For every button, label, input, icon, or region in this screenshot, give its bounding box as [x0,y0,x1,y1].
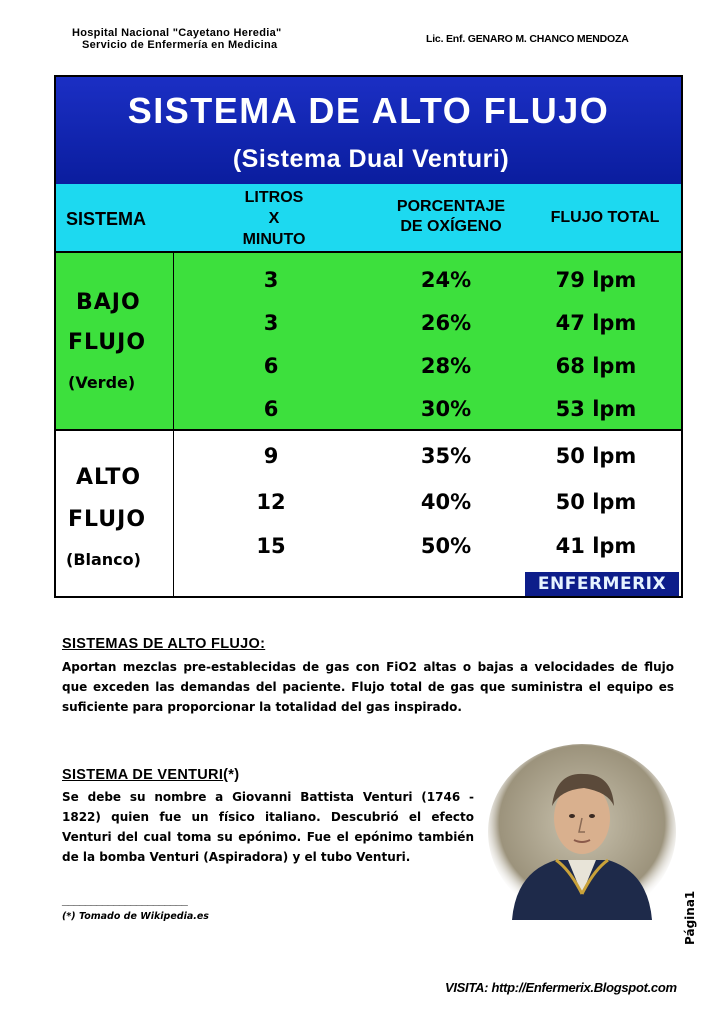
header-litros-line3: MINUTO [242,231,306,248]
cell-flujo: 47 lpm [555,311,637,335]
group-alto-line1: ALTO [76,465,142,490]
cell-porcentaje: 24% [420,268,472,292]
author-name: Lic. Enf. GENARO M. CHANCO MENDOZA [426,33,629,45]
title-banner [56,77,681,185]
column-divider [173,253,174,596]
footnote: (*) Tomado de Wikipedia.es [62,911,209,922]
visit-link[interactable]: VISITA: http://Enfermerix.Blogspot.com [445,980,677,995]
header-porcentaje [371,197,531,237]
group-bajo-line2: FLUJO [68,330,147,355]
page-subtitle: (Sistema Dual Venturi) [232,145,510,173]
header-litros-line1: LITROS [244,189,304,206]
page-title: SISTEMA DE ALTO FLUJO [127,90,610,131]
header-sistema: SISTEMA [66,209,147,229]
cell-porcentaje: 26% [420,311,472,335]
hospital-name: Hospital Nacional "Cayetano Heredia" [72,27,282,39]
oxygen-flow-table [54,75,683,598]
section-venturi-text: Se debe su nombre a Giovanni Battista Venturi (1746 - 1822) quien fue un físico italiano. Descubrió el efecto Venturi del cual toma su epónimo. Fue el epónimo también de la bomba Venturi (Aspiradora) y el tubo Venturi. [62,790,474,864]
service-name: Servicio de Enfermería en Medicina [82,39,278,51]
cell-litros: 6 [263,354,279,378]
header-litros [224,187,324,250]
header-litros-line2: X [268,210,280,227]
cell-litros: 3 [263,268,279,292]
group-alto-line2: FLUJO [68,507,147,532]
group-bajo-line1: BAJO [76,290,141,315]
footnote-separator: ______________________ [62,893,187,907]
section-venturi-heading [62,767,239,783]
page-number: Página1 [683,890,697,945]
hospital-header [72,27,282,51]
section-alto-flujo-text: Aportan mezclas pre-establecidas de gas con FiO2 altas o bajas a velocidades de flujo que exceden las demandas del paciente. Flujo total de gas que suministra el equipo es suficiente para proporcionar la totalidad del gas inspirado. [62,660,674,714]
cell-litros: 12 [256,490,286,514]
cell-porcentaje: 50% [420,534,472,558]
table-header-row [56,184,681,253]
cell-porcentaje: 35% [420,444,472,468]
cell-flujo: 79 lpm [555,268,637,292]
cell-porcentaje: 30% [420,397,472,421]
cell-flujo: 41 lpm [555,534,637,558]
cell-flujo: 68 lpm [555,354,637,378]
cell-flujo: 53 lpm [555,397,637,421]
venturi-portrait [486,744,678,920]
header-flujo-total: FLUJO TOTAL [550,209,660,226]
header-porcentaje-line2: DE OXÍGENO [400,218,502,235]
cell-flujo: 50 lpm [555,444,637,468]
section-alto-flujo-heading: SISTEMAS DE ALTO FLUJO: [62,636,266,652]
cell-litros: 6 [263,397,279,421]
venturi-heading-text: SISTEMA DE VENTURI [62,767,224,783]
venturi-heading-suffix: (*) [223,767,240,783]
enfermerix-logo: ENFERMERIX [525,572,679,596]
cell-litros: 9 [263,444,279,468]
group-bajo-line3: (Verde) [68,373,136,392]
group-alto-line3: (Blanco) [66,550,141,569]
cell-litros: 15 [256,534,286,558]
cell-flujo: 50 lpm [555,490,637,514]
cell-litros: 3 [263,311,279,335]
cell-porcentaje: 40% [420,490,472,514]
cell-porcentaje: 28% [420,354,472,378]
header-porcentaje-line1: PORCENTAJE [396,198,506,215]
